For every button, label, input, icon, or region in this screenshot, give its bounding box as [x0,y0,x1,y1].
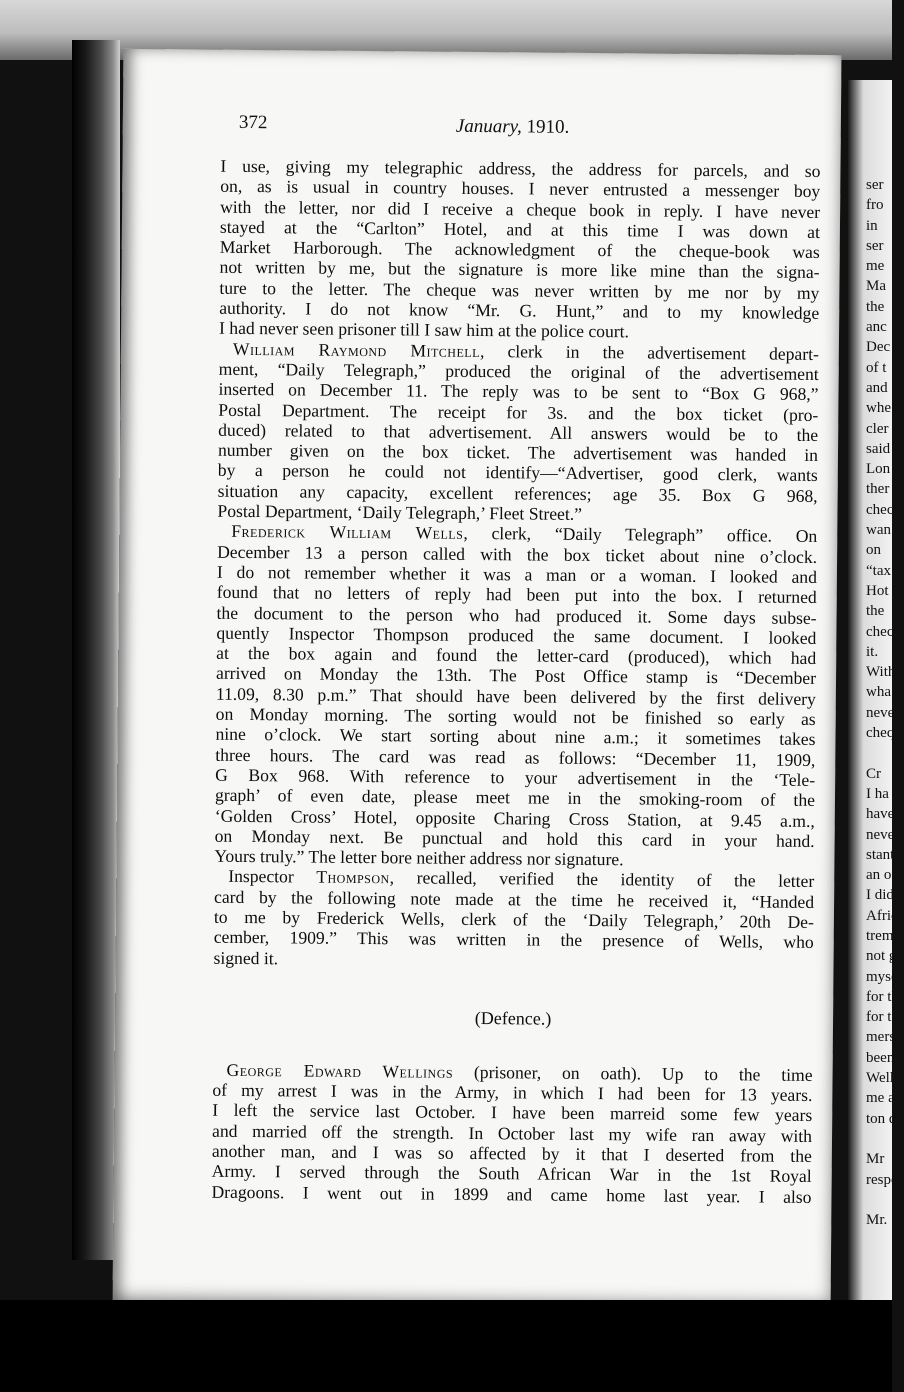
text-line: to me by Frederick Wells, clerk of the ‘Daily Telegraph,’ 20th De- [213,906,814,932]
facing-page-fragment: “tax [866,562,891,579]
facing-page-fragment: me [866,258,885,275]
witness-name: George Edward Wellings [226,1059,454,1082]
facing-page-fragment: and [866,379,888,396]
facing-page-fragment: have [866,806,895,823]
section-heading: (Defence.) [474,1007,552,1029]
facing-page-fragment: been [866,1049,895,1066]
text-line: signed it. [213,947,279,968]
text-line: Postal Department. The receipt for 3s. and the box ticket (pro- [218,399,819,425]
text-line: quently Inspector Thompson produced the same document. I looked [216,622,817,648]
paragraph-1 [219,156,821,344]
text-line: on Monday morning. The sorting would not be finished so early as [215,703,816,729]
text-line: I do not remember whether it was a man or a woman. I looked and [216,561,818,587]
text-line: of my arrest I was in the Army, in which I had been for 13 years. [212,1079,813,1106]
facing-page-fragment: ser [866,237,884,254]
facing-page-fragment: Welli [866,1070,899,1087]
facing-page-fragment: neve [866,826,895,843]
facing-page-fragment [866,1190,904,1210]
text-line-rest: , clerk, “Daily Telegraph” office. On [463,523,818,547]
facing-page-fragment: I ha [866,785,889,802]
text-line: found that no letters of reply had been put into the box. I returned [216,581,817,608]
paragraph-wells [214,521,817,871]
text-line: number given on the box ticket. The advertisement was handed in [217,439,819,466]
text-line: Market Harborough. The acknowledgment of the cheque-book was [219,236,820,263]
facing-page-fragment: wha [866,684,891,701]
facing-page-fragment: myse [866,968,898,985]
text-line: I had never seen prisoner till I saw him at the police court. [218,318,630,342]
facing-page-fragment: chec [866,501,894,518]
facing-page-fragment: the [866,298,885,315]
facing-page-fragment: cler [866,420,889,437]
text-line: Army. I served through the South African War in the 1st Royal [211,1161,812,1187]
book-page [113,49,842,1313]
paragraph-wellings [211,1060,812,1207]
facing-page-fragment: With [866,664,896,681]
running-title [456,116,570,139]
running-title-month: January, [455,115,522,138]
facing-page-fragment: it. [866,643,879,660]
book-spine [72,40,120,1260]
text-line: graph’ of even date, please meet me in the smoking-room of the [214,784,816,811]
facing-page-fragment: mersi [866,1029,900,1046]
facing-page-fragment: Ma [866,278,886,295]
facing-page-fragment: an of [866,867,897,884]
facing-page-fragment: anc [866,319,887,336]
text-line: not written by me, but the signature is more like mine than the signa- [219,257,820,283]
text-line: authority. I do not know “Mr. G. Hunt,” and to my knowledge [219,297,820,324]
text-line: arrived on Monday the 13th. The Post Office stamp is “December [215,663,817,689]
text-line: and married off the strength. In October last my wife ran away with [211,1120,813,1146]
body-text [211,156,820,1207]
text-line-prefix: Inspector [228,866,317,887]
text-line: on, as is usual in country houses. I never entrusted a messenger boy [220,176,821,202]
facing-page-fragment: respec [866,1171,904,1188]
scan-background-bottom [0,1300,892,1392]
facing-page-fragment: treme [866,927,901,944]
page-number: 372 [238,111,268,134]
text-line: inserted on December 11. The reply was to be sent to “Box G 968,” [218,378,819,405]
facing-page-fragment: Lon [866,461,891,478]
facing-page-fragment: wan [866,522,891,539]
text-line: I left the service last October. I have been marreid some few years [212,1100,813,1126]
facing-page-fragment: ser [866,177,884,193]
facing-page-fragment: of t [866,359,887,376]
witness-name: Thompson [316,866,390,888]
text-line: on Monday next. Be punctual and hold this card in your hand. [214,825,815,851]
text-line: Yours truly.” The letter bore neither address nor signature. [214,845,624,870]
facing-page-text [866,175,904,1230]
text-line: December 13 a person called with the box ticket about nine o’clock. [217,541,818,567]
text-line: cember, 1909.” This was written in the presence of Wells, who [213,926,814,953]
text-line: three hours. The card was read as follows: “December 11, 1909, [215,744,816,770]
facing-page-fragment: Mr. [866,1212,888,1229]
text-line: ment, “Daily Telegraph,” produced the original of the advertisement [218,358,819,384]
facing-page-fragment: not g [866,948,897,965]
text-line: I use, giving my telegraphic address, the address for parcels, and so [220,155,821,181]
facing-page-fragment: for t [866,1009,892,1026]
text-line: another man, and I was so affected by it that I deserted from the [211,1140,812,1167]
text-line: by a person he could not identify—“Advertiser, good clerk, wants [217,460,818,486]
text-line: G Box 968. With reference to your advertisement in the ‘Tele- [215,764,816,790]
facing-page-fragment [866,743,904,763]
facing-page-fragment: whe [866,400,891,417]
text-line: stayed at the “Carlton” Hotel, and at this time I was down at [219,216,821,242]
facing-page-fragment: the [866,603,885,620]
text-line: situation any capacity, excellent references; age 35. Box G 968, [217,480,818,506]
facing-page-fragment: cheq [866,725,895,742]
facing-page-fragment: me at [866,1090,899,1107]
facing-page-fragment: in [866,217,878,234]
text-line: the document to the person who had produced it. Some days subse- [216,602,817,628]
text-line: ‘Golden Cross’ Hotel, opposite Charing Cross Station, at 9.45 a.m., [214,805,815,831]
text-line-rest: (prisoner, on oath). Up to the time [453,1061,813,1085]
facing-page-fragment: chec [866,623,894,640]
witness-name: William Raymond Mitchell [232,338,481,361]
facing-page-fragment: I did [866,887,894,904]
facing-page-fragment: Cr [866,765,881,782]
text-line: duced) related to that advertisement. All answers would be to the [218,419,819,445]
facing-page-fragment: ton di [866,1110,901,1127]
paragraph-mitchell [217,338,819,526]
facing-page-fragment: neve [866,704,895,721]
facing-page-fragment: ther [866,481,890,498]
facing-page-fragment: fro [866,197,884,214]
facing-page-fragment [866,1129,904,1149]
facing-page-edge [848,80,904,1340]
text-line: Postal Department, ‘Daily Telegraph,’ Fleet Street.” [217,500,583,524]
facing-page-fragment: Afric [866,907,898,924]
facing-page-fragment: Mr [866,1151,885,1168]
text-line: card by the following note made at the time he received it, “Handed [214,886,815,912]
facing-page-fragment: stant [866,846,895,863]
facing-page-fragment: Dec [866,339,891,356]
text-line: at the box again and found the letter-card (produced), which had [216,642,817,669]
facing-page-fragment: on [866,542,881,559]
text-line-rest: , clerk in the advertisement depart- [479,340,819,364]
text-line: with the letter, nor did I receive a cheque book in reply. I have never [220,196,821,222]
text-line-rest: , recalled, verified the identity of the letter [389,867,815,892]
text-line: nine o’clock. We start sorting about nine a.m.; it sometimes takes [215,724,816,750]
running-head [123,111,841,147]
witness-name: Frederick William Wells [231,521,464,544]
paragraph-thompson [213,866,814,973]
text-line: 11.09, 8.30 p.m.” That should have been delivered by the first delivery [215,683,816,709]
running-title-year: 1910. [526,116,570,138]
facing-page-fragment: said [866,440,891,457]
facing-page-fragment: Hot [866,582,889,599]
facing-page-fragment: for th [866,988,899,1005]
text-line: Dragoons. I went out in 1899 and came home last year. I also [211,1181,812,1207]
text-line: ture to the letter. The cheque was never written by me nor by my [219,277,820,303]
